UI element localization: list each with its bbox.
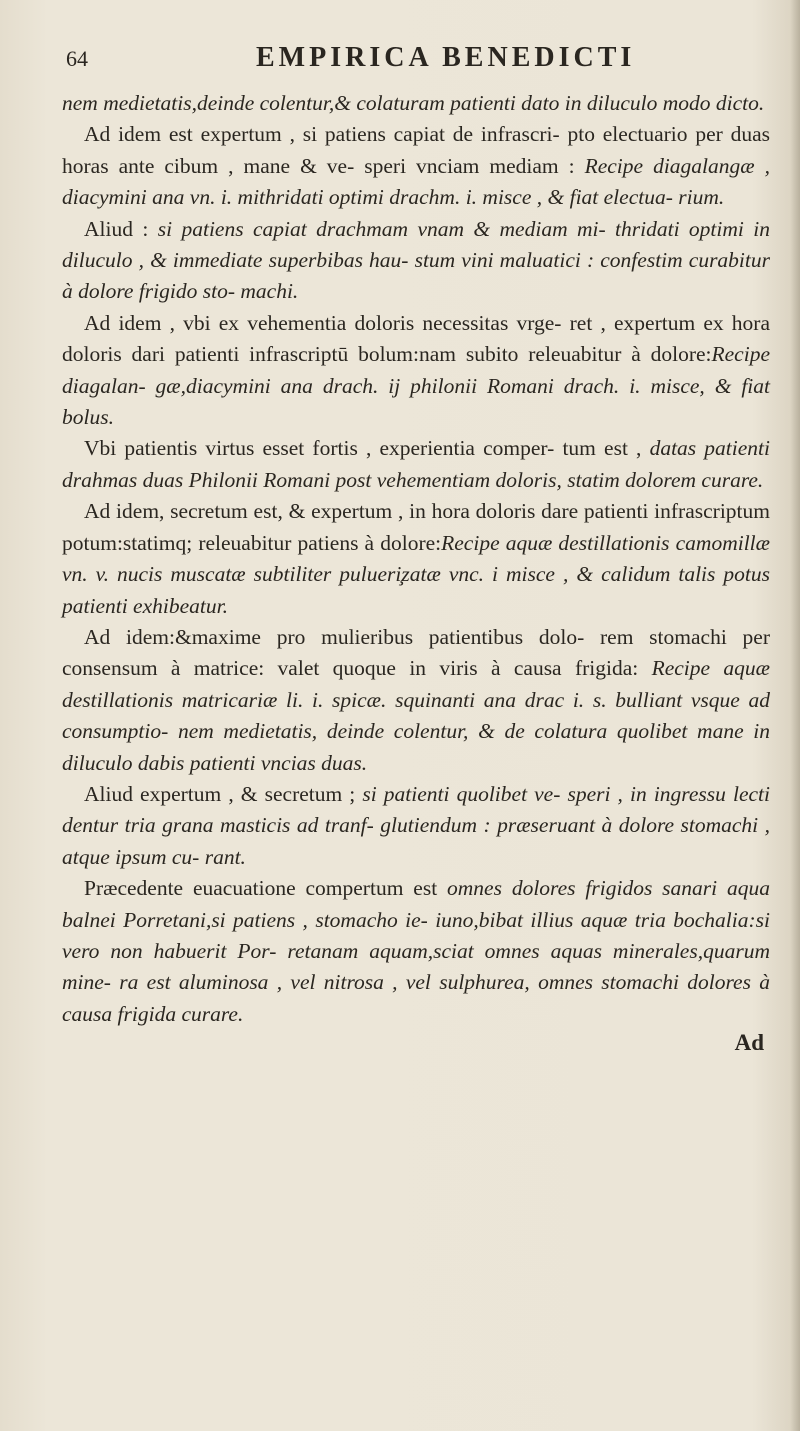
page-header <box>62 42 770 82</box>
roman-text-segment: Ad idem , vbi ex vehementia doloris necessitas vrge- ret , expertum ex hora doloris dari patienti infrascriptū bolum:nam subito releuabitur à dolore: <box>62 310 770 367</box>
roman-text-segment: Ad idem, secretum est, & expertum , in hora doloris dare patienti infrascriptum potum:statimq; releuabitur patiens à dolore: <box>62 499 770 555</box>
paragraph <box>62 308 770 434</box>
paragraph <box>62 873 770 1030</box>
page-number: 64 <box>66 46 88 71</box>
roman-text-segment: Aliud expertum , & secretum ; <box>84 781 363 806</box>
italic-text-segment: Recipe aquæ destillationis camomillæ vn. v. nucis muscatæ subtiliter pulueri̧zatæ vnc. i misce , & calidum talis potus patienti exhibeatur. <box>62 530 770 618</box>
roman-text-segment: Præcedente euacuatione compertum est <box>84 876 448 901</box>
italic-text-segment: datas patienti drahmas duas Philonii Romani post vehementiam doloris, statim dolorem curare. <box>62 436 770 492</box>
roman-text-segment: Vbi patientis virtus esset fortis , experientia comper- tum est , <box>84 436 650 461</box>
paragraph <box>62 779 770 873</box>
roman-text-segment: Aliud : <box>84 216 158 241</box>
running-head: EMPIRICA BENEDICTI <box>256 42 636 73</box>
italic-text-segment: Recipe aquæ destillationis matricariæ li. i. spicæ. squinanti ana drac i. s. bulliant vsque ad consumptio- nem medietatis, deinde colentur, & de colatura quolibet mane in diluculo dabis patienti vncias duas. <box>62 656 770 775</box>
italic-text-segment: si patienti quolibet ve- speri , in ingressu lecti dentur tria grana masticis ad tranf- glutiendum : præseruant à dolore stomachi , atque ipsum cu- rant. <box>62 781 770 869</box>
italic-text-segment: si patiens capiat drachmam vnam & mediam mi- thridati optimi in diluculo , & immediate superbibas hau- stum vini maluatici : confestim curabitur à dolore frigido sto- machi. <box>62 216 770 304</box>
paragraph <box>62 622 770 779</box>
paragraph <box>62 214 770 308</box>
italic-text-segment: Recipe diagalan- gæ,diacymini ana drach. ij philonii Romani drach. i. misce, & fiat bolus. <box>62 342 770 430</box>
roman-text-segment: Ad idem est expertum , si patiens capiat de infrascri- pto electuario per duas horas ante cibum , mane & ve- speri vnciam mediam : <box>62 122 770 178</box>
roman-text-segment: Ad idem:&maxime pro mulieribus patientibus dolo- rem stomachi per consensum à matrice: valet quoque in viris à causa frigida: <box>62 624 770 681</box>
italic-text-segment: omnes dolores frigidos sanari aqua balnei Porretani,si patiens , stomacho ie- iuno,bibat illius aquæ tria bochalia:si vero non habuerit Por- retanam aquam,sciat omnes aquas minerales,quarum mine- ra est aluminosa , vel nitrosa , vel sulphurea, omnes stomachi dolores à causa frigida curare. <box>62 876 770 1026</box>
italic-text-segment: nem medietatis,deinde colentur,& colaturam patienti dato in diluculo modo dicto. <box>62 91 765 115</box>
catchword: Ad <box>734 1030 764 1056</box>
italic-text-segment: Recipe diagalangæ , diacymini ana vn. i. mithridati optimi drachm. i. misce , & fiat electua- rium. <box>62 153 771 210</box>
paragraph <box>62 433 770 496</box>
paragraph <box>62 496 770 622</box>
paragraph <box>62 119 770 213</box>
body-text <box>62 88 770 1030</box>
paragraph <box>62 88 770 119</box>
